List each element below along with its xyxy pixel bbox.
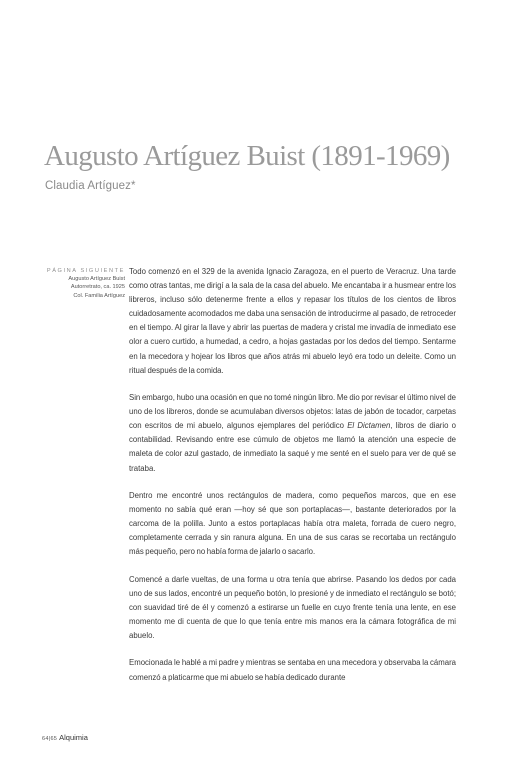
publication-name: Alquimia	[59, 733, 88, 742]
body-paragraph	[129, 656, 456, 684]
article-title: Augusto Artíguez Buist (1891-1969)	[44, 140, 450, 172]
photo-caption	[40, 267, 125, 300]
caption-kicker: PÁGINA SIGUIENTE	[46, 268, 125, 274]
italic-title: El Dictamen	[347, 421, 391, 431]
caption-line: Col. Familia Artíguez	[73, 292, 125, 299]
author-name: Claudia Artíguez*	[45, 180, 136, 192]
paragraph-text: , libros de diario o contabilidad. Revisando entre ese cúmulo de objetos me llamó la atención una especie de maleta de color azul gastado, de inmediato la saqué y me senté en el suelo para ver de qué se trataba.	[129, 421, 456, 473]
paragraph-text: Dentro me encontré unos rectángulos de madera, como pequeños marcos, que en ese momento no sabía qué eran —hoy sé que son portaplacas—, bastante deteriorados por la carcoma de la polilla. Junto a estos portaplacas había otra maleta, forrada de cuero negro, completamente cerrada y sin ranura alguna. En una de sus caras se recortaba un rectángulo más pequeño, pero no había forma de jalarlo o sacarlo.	[129, 490, 456, 557]
body-paragraph	[129, 265, 456, 378]
caption-line: Augusto Artíguez Buist	[68, 276, 125, 283]
paragraph-text: Sin embargo, hubo una ocasión en que no tomé ningún libro. Me dio por revisar el último nivel de uno de los libreros, donde se acumulaban diversos objetos: latas de jabón de tocador, carpetas con escritos de mi abuelo, algunos ejemplares del periódico	[129, 393, 456, 431]
page-footer	[42, 733, 88, 742]
article-body	[129, 265, 456, 698]
caption-line: Autorretrato, ca. 1925	[70, 284, 125, 291]
paragraph-text: Todo comenzó en el 329 de la avenida Ignacio Zaragoza, en el puerto de Veracruz. Una tarde como otras tantas, me dirigí a la sala de la casa del abuelo. Me encantaba ir a husmear entre los libreros, incluso sólo detenerme frente a ellos y repasar los títulos de los cientos de libros cuidadosamente acomodados me daba una sensación de introducirme al pasado, de retroceder en el tiempo. Al girar la llave y abrir las puertas de madera y cristal me invadía de inmediato ese olor a cuero curtido, a humedad, a cedro, a hojas gastadas por los dedos del tiempo. Sentarme en la mecedora y hojear los libros que años atrás mi abuelo leyó era todo un deleite. Como un ritual después de la comida.	[129, 267, 456, 375]
body-paragraph	[129, 573, 456, 643]
body-paragraph	[129, 489, 456, 559]
paragraph-text: Comencé a darle vueltas, de una forma u otra tenía que abrirse. Pasando los dedos por cada uno de sus lados, encontré un pequeño botón, lo presioné y de inmediato el rectángulo se botó; con suavidad tiré de él y comenzó a estirarse un fuelle en cuyo frente tenía una lente, en ese momento me di cuenta de que lo que tenía entre mis manos era la cámara fotográfica de mi abuelo.	[129, 574, 456, 641]
body-paragraph	[129, 391, 456, 476]
paragraph-text: Emocionada le hablé a mi padre y mientras se sentaba en una mecedora y observaba la cámara comenzó a platicarme que mi abuelo se había dedicado durante	[129, 658, 456, 682]
page-number: 64|65	[42, 736, 58, 742]
